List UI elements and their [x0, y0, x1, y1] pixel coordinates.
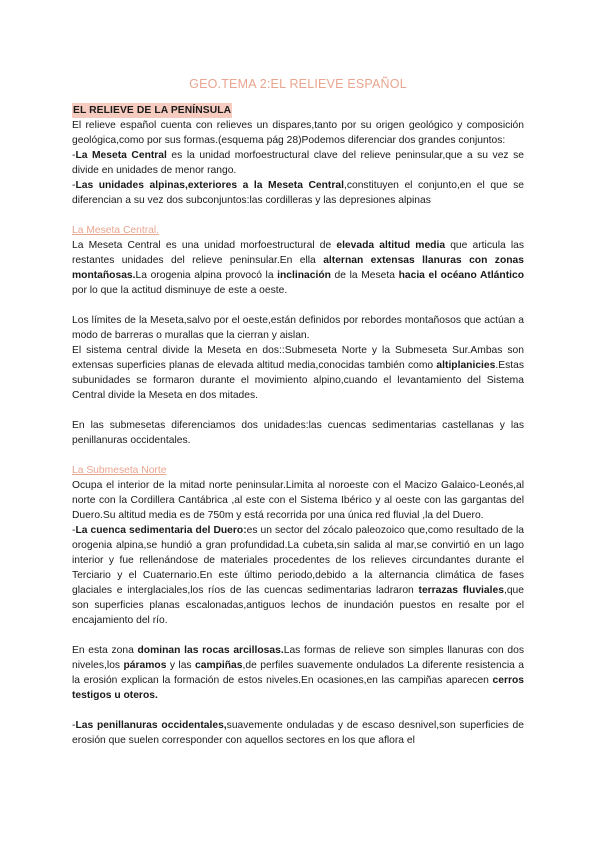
- subheading-meseta-central: La Meseta Central.: [72, 225, 159, 236]
- paragraph: -La cuenca sedimentaria del Duero:es un sector del zócalo paleozoico que,como resultado de la orogenia alpina,se hundió a gran profundidad.La cubeta,sin salida al mar,se convirtió en un lago interior y fue rellenándose de materiales procedentes de los relieves circundantes durante el Terciario y el Cuaternario.En este último periodo,debido a la alternancia climática de fases glaciales e interglaciales,los ríos de las cuencas sedimentarias ladraron terrazas fluviales,que son superficies planas escalonadas,antiguos lechos de inundación puestos en resalte por el encajamiento del río.: [72, 525, 524, 626]
- list-item: -Las unidades alpinas,exteriores a la Meseta Central,constituyen el conjunto,en el que se diferencian a su vez dos subconjuntos:las cordilleras y las depresiones alpinas: [72, 180, 524, 206]
- paragraph: Ocupa el interior de la mitad norte peninsular.Limita al noroeste con el Macizo Galaico-Leonés,al norte con la Cordillera Cantábrica ,al este con el Sistema Ibérico y al oeste con las gargantas del Duero.Su altitud media es de 750m y está recorrida por una única red fluvial ,la del Duero.: [72, 480, 524, 521]
- intro-paragraph: El relieve español cuenta con relieves un dispares,tanto por su origen geológico y composición geológica,como por sus formas.(esquema pág 28)Podemos diferenciar dos grandes conjuntos:: [72, 120, 524, 146]
- paragraph: En las submesetas diferenciamos dos unidades:las cuencas sedimentarias castellanas y las penillanuras occidentales.: [72, 420, 524, 446]
- section-heading: EL RELIEVE DE LA PENÍNSULA: [73, 105, 232, 116]
- document-title: GEO.TEMA 2:EL RELIEVE ESPAÑOL: [189, 77, 407, 91]
- bold-term: Las unidades alpinas,exteriores a la Meseta Central: [75, 180, 344, 191]
- paragraph: Los límites de la Meseta,salvo por el oeste,están definidos por rebordes montañosos que actúan a modo de barreras o murallas que la cierran y aislan.: [72, 315, 524, 341]
- subheading-submeseta-norte: La Submeseta Norte: [72, 465, 167, 476]
- list-item: -La Meseta Central es la unidad morfoestructural clave del relieve peninsular,que a su vez se divide en unidades de menor rango.: [72, 150, 524, 176]
- paragraph: -Las penillanuras occidentales,suavemente onduladas y de escaso desnivel,son superficies de erosión que suelen corresponder con aquellos sectores en los que aflora el: [72, 720, 524, 746]
- bold-term: La Meseta Central: [75, 150, 167, 161]
- paragraph: El sistema central divide la Meseta en dos::Submeseta Norte y la Submeseta Sur.Ambas son extensas superficies planas de elevada altitud media,conocidas también como altiplanicies.Estas subunidades se formaron durante el movimiento alpino,cuando el levantamiento del Sistema Central divide la Meseta en dos mitades.: [72, 345, 524, 401]
- paragraph: En esta zona dominan las rocas arcillosas.Las formas de relieve son simples llanuras con dos niveles,los páramos y las campiñas,de perfiles suavemente ondulados La diferente resistencia a la erosión explican la formación de estos niveles.En ocasiones,en las campiñas aparecen cerros testigos u oteros.: [72, 645, 525, 701]
- paragraph: La Meseta Central es una unidad morfoestructural de elevada altitud media que articula las restantes unidades del relieve peninsular.En ella alternan extensas llanuras con zonas montañosas.La orogenia alpina provocó la inclinación de la Meseta hacia el océano Atlántico por lo que la actitud disminuye de este a oeste.: [72, 240, 525, 296]
